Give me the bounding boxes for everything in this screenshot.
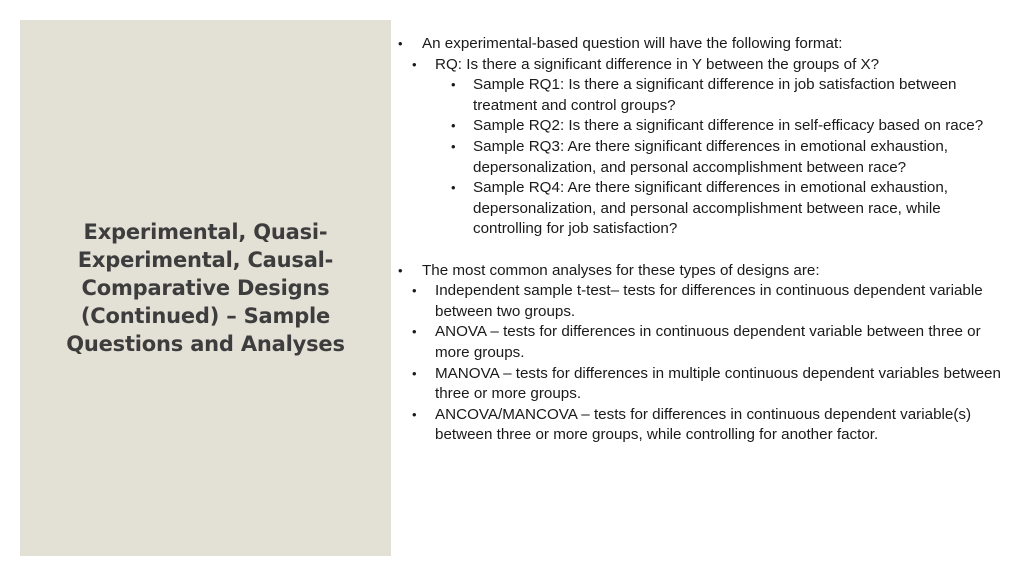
title-panel bbox=[20, 20, 391, 556]
bullet-manova bbox=[396, 364, 1004, 405]
bullet-text: Sample RQ1: Is there a significant difference in job satisfaction between treatment and control groups? bbox=[473, 76, 957, 114]
bullet-icon: • bbox=[398, 36, 403, 51]
bullet-ancova-mancova bbox=[396, 405, 1004, 446]
bullet-text: RQ: Is there a significant difference in Y between the groups of X? bbox=[435, 55, 880, 73]
bullet-icon: • bbox=[398, 262, 403, 278]
bullet-icon: • bbox=[451, 77, 456, 93]
bullet-text: ANCOVA/MANCOVA – tests for differences in continuous dependent variable(s) between three or more groups, while controlling for another factor. bbox=[435, 405, 972, 444]
bullet-sample-rq2 bbox=[396, 116, 1004, 137]
bullet-experimental-format bbox=[396, 34, 1004, 55]
bullet-icon: • bbox=[412, 324, 417, 340]
bullet-text: ANOVA – tests for differences in continuous dependent variable between three or more groups. bbox=[435, 323, 981, 361]
bullet-text: MANOVA – tests for differences in multiple continuous dependent variables between three or more groups. bbox=[435, 364, 1001, 403]
bullet-icon: • bbox=[412, 406, 417, 422]
bullet-text: Sample RQ2: Is there a significant difference in self-efficacy based on race? bbox=[473, 117, 984, 135]
bullet-sample-rq1 bbox=[396, 75, 1004, 116]
slide-title: Experimental, Quasi-Experimental, Causal-Comparative Designs (Continued) – Sample Questions and Analyses bbox=[66, 220, 345, 356]
bullet-anova bbox=[396, 322, 1004, 363]
bullet-t-test bbox=[396, 281, 1004, 322]
bullet-common-analyses bbox=[396, 261, 1004, 282]
bullet-sample-rq4 bbox=[396, 178, 1004, 240]
bullet-icon: • bbox=[451, 138, 456, 154]
bullet-icon: • bbox=[451, 180, 456, 196]
bullet-text: Independent sample t-test– tests for differences in continuous dependent variable between two groups. bbox=[435, 282, 983, 320]
bullet-text: The most common analyses for these types of designs are: bbox=[422, 261, 820, 279]
bullet-list bbox=[396, 34, 1004, 446]
slide-content bbox=[396, 34, 1004, 446]
bullet-icon: • bbox=[412, 365, 417, 381]
bullet-icon: • bbox=[412, 56, 417, 72]
bullet-icon: • bbox=[451, 118, 456, 134]
bullet-text: An experimental-based question will have the following format: bbox=[422, 35, 843, 52]
spacer bbox=[396, 240, 1004, 261]
bullet-rq-format bbox=[396, 55, 1004, 76]
bullet-sample-rq3 bbox=[396, 137, 1004, 178]
bullet-text: Sample RQ4: Are there significant differences in emotional exhaustion, depersonalization, and personal accomplishment between race, while controlling for job satisfaction? bbox=[473, 179, 949, 238]
bullet-text: Sample RQ3: Are there significant differences in emotional exhaustion, depersonalization, and personal accomplishment between race? bbox=[473, 137, 949, 176]
bullet-icon: • bbox=[412, 283, 417, 299]
